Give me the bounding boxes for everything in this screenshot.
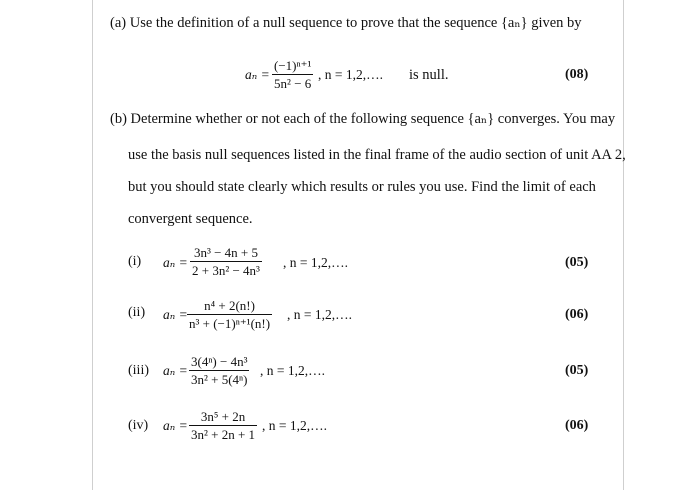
item-iii-label: (iii): [128, 363, 149, 378]
item-iii-numerator: 3(4ⁿ) − 4n³: [191, 354, 248, 369]
item-ii-fraction: [187, 298, 272, 331]
item-iv-range: , n = 1,2,….: [262, 418, 327, 433]
item-i-range: , n = 1,2,….: [283, 255, 348, 270]
part-b-line-1: (b) Determine whether or not each of the following sequence {aₙ} converges. You may: [110, 111, 616, 127]
part-a-text: (a) Use the definition of a null sequence to prove that the sequence {aₙ} given by: [110, 15, 582, 31]
part-a-range: , n = 1,2,….: [318, 67, 383, 82]
item-iii-denominator: 3n² + 5(4ⁿ): [191, 372, 248, 387]
part-a-fraction: [272, 58, 313, 91]
item-iii-marks: (05): [565, 363, 589, 378]
item-iv-label: (iv): [128, 418, 149, 433]
part-a-denominator: 5n² − 6: [274, 76, 312, 91]
item-ii-label: (ii): [128, 305, 146, 320]
item-iii-fraction: [189, 354, 249, 387]
item-ii-lhs: aₙ =: [163, 307, 188, 322]
item-iii-lhs: aₙ =: [163, 363, 188, 378]
item-iii-range: , n = 1,2,….: [260, 363, 325, 378]
item-i-denominator: 2 + 3n² − 4n³: [192, 263, 260, 278]
item-i-marks: (05): [565, 255, 589, 270]
item-iv-denominator: 3n² + 2n + 1: [191, 427, 256, 442]
item-i-fraction: [190, 245, 262, 278]
item-ii-numerator: n⁴ + 2(n!): [204, 298, 255, 313]
part-a-suffix: is null.: [409, 67, 449, 83]
part-a-numerator: (−1)ⁿ⁺¹: [274, 58, 312, 73]
item-i-label: (i): [128, 254, 142, 269]
item-ii-marks: (06): [565, 307, 589, 322]
item-iv-marks: (06): [565, 418, 589, 433]
part-b-line-2: use the basis null sequences listed in the final frame of the audio section of unit AA 2,: [128, 147, 626, 163]
item-i-lhs: aₙ =: [163, 255, 188, 270]
item-iv-lhs: aₙ =: [163, 418, 188, 433]
part-b-line-3: but you should state clearly which results or rules you use. Find the limit of each: [128, 179, 596, 195]
item-iv-fraction: [189, 409, 257, 442]
part-a-lhs: aₙ =: [245, 67, 270, 82]
item-i-numerator: 3n³ − 4n + 5: [193, 245, 259, 260]
item-ii-denominator: n³ + (−1)ⁿ⁺¹(n!): [189, 316, 271, 331]
part-b-line-4: convergent sequence.: [128, 211, 253, 227]
item-iv-numerator: 3n⁵ + 2n: [200, 409, 246, 424]
item-ii-range: , n = 1,2,….: [287, 307, 352, 322]
part-a-marks: (08): [565, 67, 589, 82]
